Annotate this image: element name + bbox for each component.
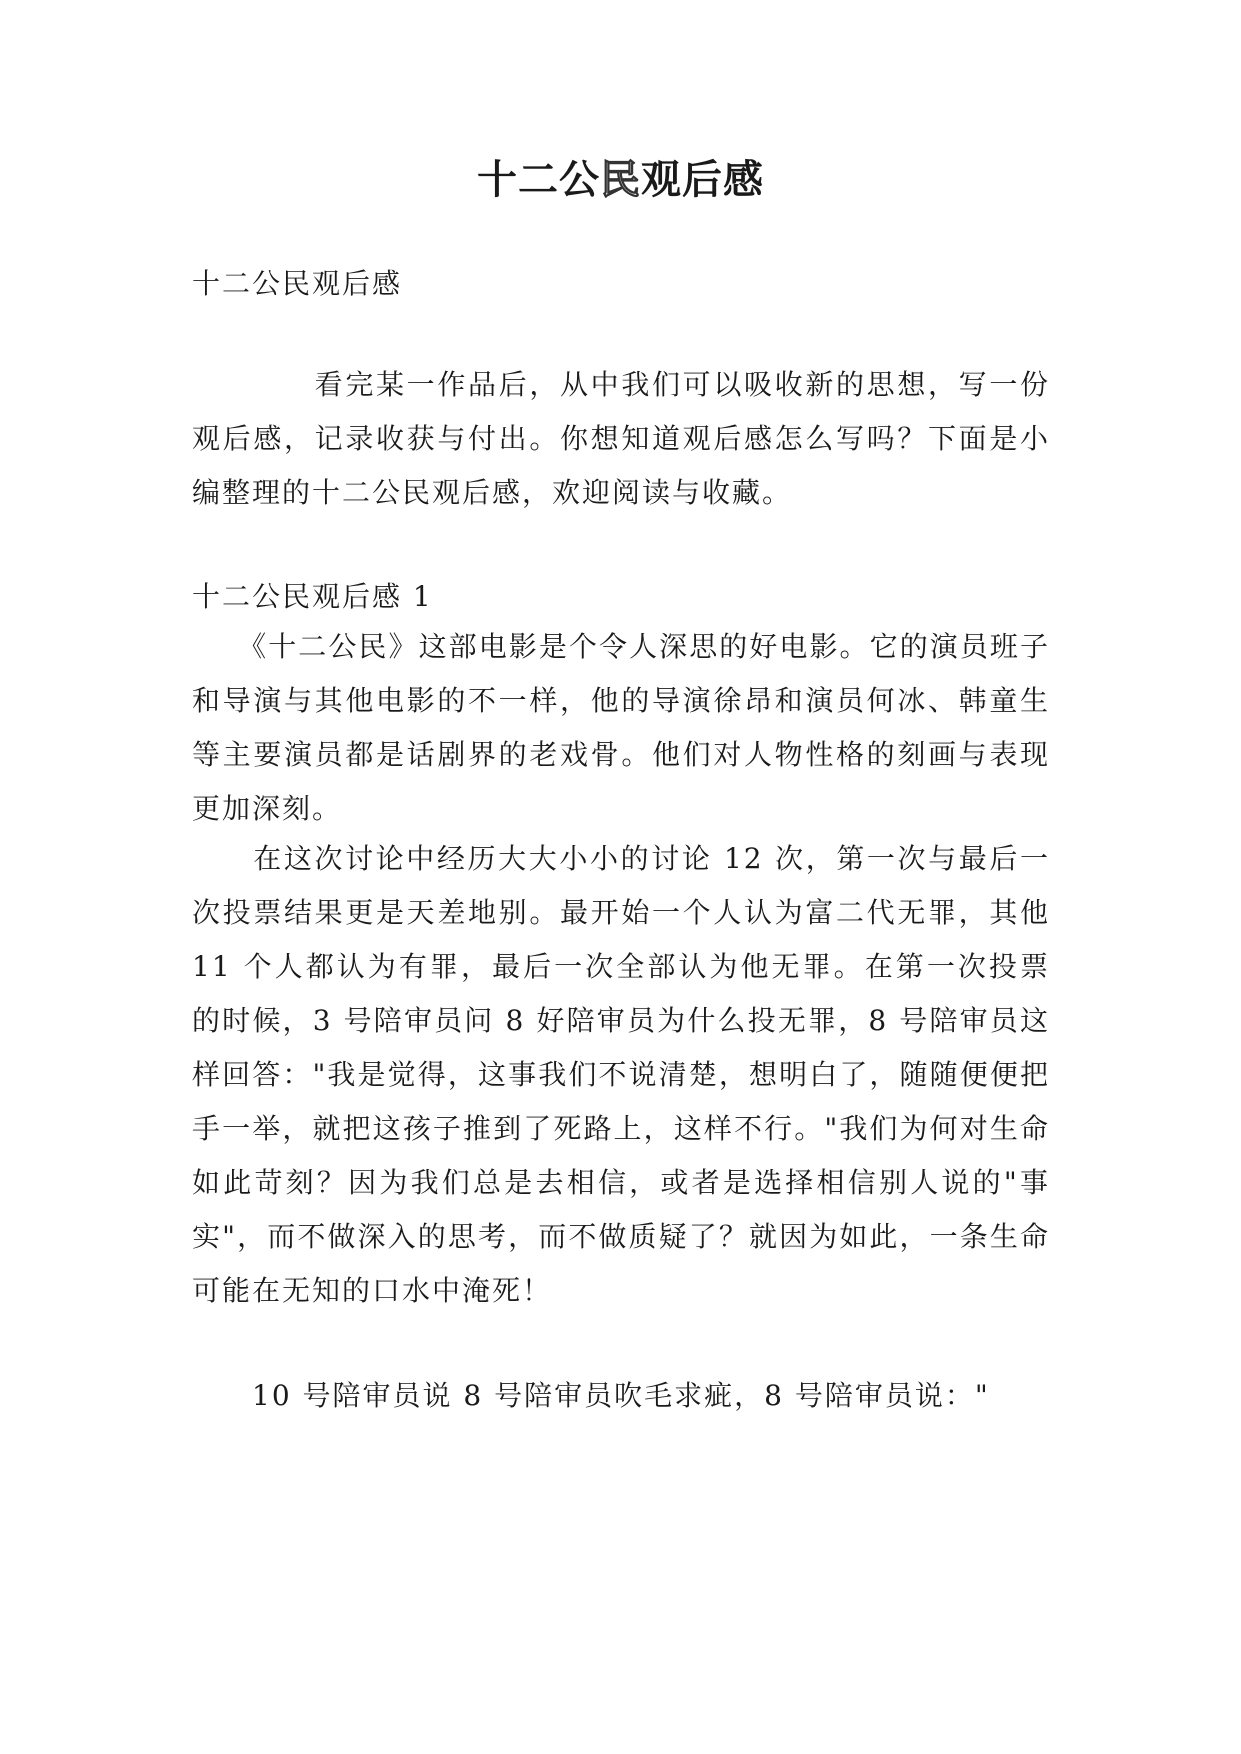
title-part-right: 观后感	[641, 157, 764, 203]
document-subtitle: 十二公民观后感	[192, 267, 403, 300]
body-paragraph-2: 在这次讨论中经历大大小小的讨论 12 次，第一次与最后一次投票结果更是天差地别。最开始一个人认为富二代无罪，其他 11 个人都认为有罪，最后一次全部认为他无罪。在第一次投票的时候，3 号陪审员问 8 好陪审员为什么投无罪，8 号陪审员这样回答："我是觉得，这事我们不说清楚，想明白了，随随便便把手一举，就把这孩子推到了死路上，这样不行。"我们为何对生命如此苛刻？因为我们总是去相信，或者是选择相信别人说的"事实"，而不做深入的思考，而不做质疑了？就因为如此，一条生命可能在无知的口水中淹死！	[192, 842, 1061, 1307]
body-paragraph-1: 《十二公民》这部电影是个令人深思的好电影。它的演员班子和导演与其他电影的不一样，他的导演徐昂和演员何冰、韩童生等主要演员都是话剧界的老戏骨。他们对人物性格的刻画与表现更加深刻。	[192, 630, 1050, 825]
document-title	[0, 152, 1241, 208]
title-part-outlined: 民	[600, 157, 641, 203]
body-paragraph-3: 10 号陪审员说 8 号陪审员吹毛求疵，8 号陪审员说："	[192, 1379, 990, 1412]
intro-paragraph: 看完某一作品后，从中我们可以吸收新的思想，写一份观后感，记录收获与付出。你想知道观后感怎么写吗？下面是小编整理的十二公民观后感，欢迎阅读与收藏。	[192, 368, 1050, 509]
section-heading: 十二公民观后感 1	[192, 580, 433, 613]
title-part-left: 十二公	[477, 157, 600, 203]
